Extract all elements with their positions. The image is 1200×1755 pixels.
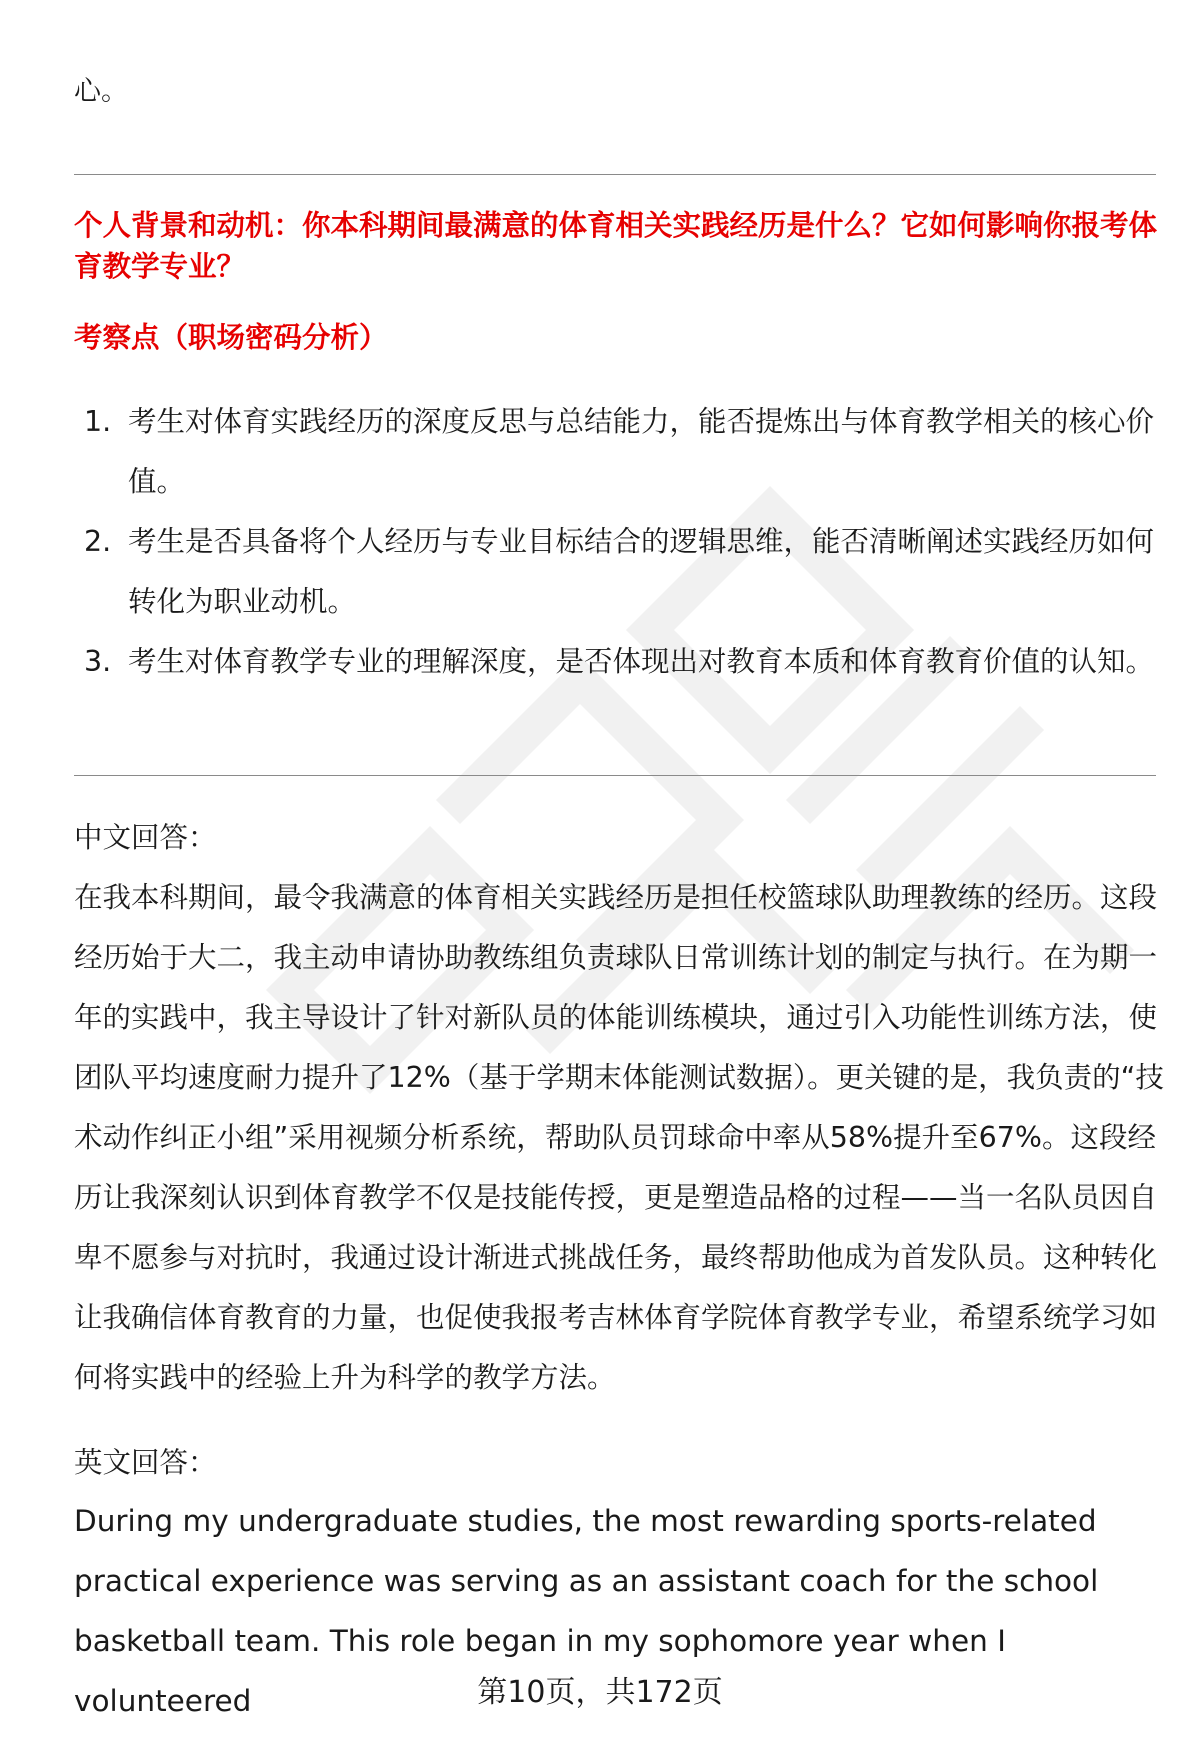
english-answer-label: 英文回答： bbox=[74, 1446, 217, 1479]
list-item bbox=[74, 512, 1156, 632]
points-list bbox=[74, 392, 1156, 692]
list-number: 1. bbox=[84, 405, 112, 438]
english-answer-text: During my undergraduate studies, the most rewarding sports-related practical experience was serving as an assistant coach for the school basketball team. This role began in my sophomore year when I volunteered bbox=[74, 1504, 1099, 1718]
question-heading: 个人背景和动机：你本科期间最满意的体育相关实践经历是什么？它如何影响你报考体育教学专业？ bbox=[74, 209, 1158, 283]
list-item bbox=[74, 632, 1156, 692]
divider bbox=[74, 174, 1156, 175]
list-number: 3. bbox=[84, 645, 112, 678]
page-number-footer: 第10页，共172页 bbox=[477, 1675, 723, 1710]
list-item bbox=[74, 392, 1156, 512]
points-heading: 考察点（职场密码分析） bbox=[74, 321, 388, 354]
divider bbox=[74, 775, 1156, 776]
list-item-text: 考生是否具备将个人经历与专业目标结合的逻辑思维，能否清晰阐述实践经历如何转化为职业动机。 bbox=[128, 525, 1155, 618]
continuation-text: 心。 bbox=[74, 76, 128, 107]
chinese-answer-label: 中文回答： bbox=[74, 821, 217, 854]
list-item-text: 考生对体育实践经历的深度反思与总结能力，能否提炼出与体育教学相关的核心价值。 bbox=[128, 405, 1155, 498]
list-number: 2. bbox=[84, 525, 112, 558]
chinese-answer-text: 在我本科期间，最令我满意的体育相关实践经历是担任校篮球队助理教练的经历。这段经历始于大二，我主动申请协助教练组负责球队日常训练计划的制定与执行。在为期一年的实践中，我主导设计了针对新队员的体能训练模块，通过引入功能性训练方法，使团队平均速度耐力提升了12%（基于学期末体能测试数据）。更关键的是，我负责的“技术动作纠正小组”采用视频分析系统，帮助队员罚球命中率从58%提升至67%。这段经历让我深刻认识到体育教学不仅是技能传授，更是塑造品格的过程——当一名队员因自卑不愿参与对抗时，我通过设计渐进式挑战任务，最终帮助他成为首发队员。这种转化让我确信体育教育的力量，也促使我报考吉林体育学院体育教学专业，希望系统学习如何将实践中的经验上升为科学的教学方法。 bbox=[74, 881, 1164, 1394]
list-item-text: 考生对体育教学专业的理解深度，是否体现出对教育本质和体育教育价值的认知。 bbox=[128, 645, 1155, 678]
